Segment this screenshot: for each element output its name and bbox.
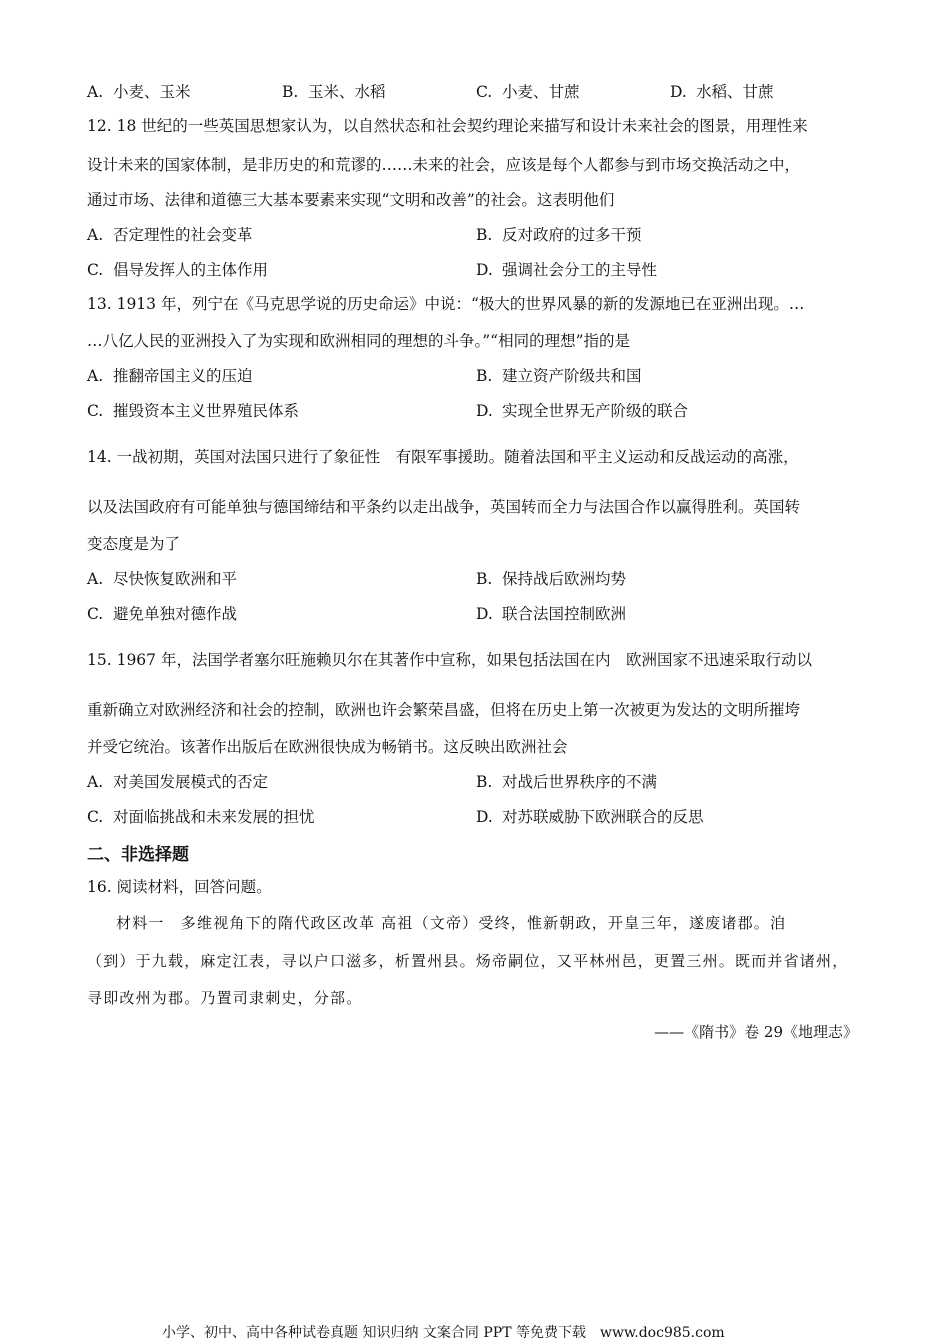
q14-stem-line: 以及法国政府有可能单独与德国缔结和平条约以走出战争，英国转而全力与法国合作以赢得胜利。英国转: [87, 498, 801, 516]
option-letter: A.: [87, 570, 104, 588]
option-letter: B.: [476, 570, 493, 588]
option-letter: A.: [87, 83, 104, 101]
option-text: 实现全世界无产阶级的联合: [502, 402, 689, 420]
option-letter: D.: [476, 605, 493, 623]
option-letter: D.: [476, 402, 493, 420]
q12-stem-line: 通过市场、法律和道德三大基本要素来实现“文明和改善”的社会。这表明他们: [87, 191, 615, 209]
option-text: 对美国发展模式的否定: [113, 773, 269, 791]
q15-stem-line: 并受它统治。该著作出版后在欧洲很快成为畅销书。这反映出欧洲社会: [87, 738, 568, 756]
q12-stem-line: 12. 18 世纪的一些英国思想家认为，以自然状态和社会契约理论来描写和设计未来社会的图景，用理性来: [87, 117, 808, 135]
q16-source-citation: ——《隋书》卷 29《地理志》: [654, 1023, 858, 1041]
q15-option-a: [87, 772, 268, 792]
q12-option-d: [476, 260, 657, 280]
option-text: 小麦、玉米: [113, 83, 191, 101]
option-text: 否定理性的社会变革: [113, 226, 253, 244]
q11-option-d: [670, 82, 774, 102]
option-text: 建立资产阶级共和国: [502, 367, 642, 385]
q14-option-c: [87, 604, 237, 624]
option-letter: C.: [87, 402, 104, 420]
option-text: 倡导发挥人的主体作用: [113, 261, 269, 279]
q11-option-b: [282, 82, 386, 102]
q14-option-a: [87, 569, 237, 589]
option-text: 避免单独对德作战: [113, 605, 238, 623]
q13-option-a: [87, 366, 253, 386]
option-letter: B.: [476, 773, 493, 791]
q13-stem-line: 13. 1913 年，列宁在《马克思学说的历史命运》中说：“极大的世界风暴的新的发源地已在亚洲出现。…: [87, 295, 805, 313]
option-letter: C.: [87, 261, 104, 279]
q15-stem-line: 重新确立对欧洲经济和社会的控制，欧洲也许会繁荣昌盛，但将在历史上第一次被更为发达的文明所摧垮: [87, 701, 801, 719]
q13-option-c: [87, 401, 299, 421]
q16-material-line: （到）于九载，麻定江表，寻以户口滋多，析置州县。炀帝嗣位，又平林州邑，更置三州。既而并省诸州，: [87, 952, 849, 970]
option-text: 对苏联威胁下欧洲联合的反思: [502, 808, 704, 826]
section-heading: 二、非选择题: [87, 845, 189, 865]
option-text: 对战后世界秩序的不满: [502, 773, 658, 791]
q14-stem-line: 14. 一战初期，英国对法国只进行了象征性 有限军事援助。随着法国和平主义运动和反战运动的高涨，: [87, 448, 799, 466]
option-letter: A.: [87, 226, 104, 244]
q16-material-line: 材料一 多维视角下的隋代政区改革 高祖（文帝）受终，惟新朝政，开皇三年，遂废诸郡。洎: [116, 914, 787, 932]
q14-option-d: [476, 604, 626, 624]
option-letter: B.: [476, 367, 493, 385]
q15-option-c: [87, 807, 315, 827]
q13-stem-line: …八亿人民的亚洲投入了为实现和欧洲相同的理想的斗争。”“相同的理想”指的是: [87, 332, 631, 350]
q12-option-b: [476, 225, 642, 245]
option-text: 玉米、水稻: [308, 83, 386, 101]
q13-option-d: [476, 401, 688, 421]
option-text: 水稻、甘蔗: [696, 83, 774, 101]
page-footer: 小学、初中、高中各种试卷真题 知识归纳 文案合同 PPT 等免费下载 www.doc985.com: [162, 1325, 725, 1341]
q16-material-line: 寻即改州为郡。乃置司隶刺史，分部。: [87, 989, 363, 1007]
option-letter: B.: [476, 226, 493, 244]
option-letter: A.: [87, 367, 104, 385]
option-letter: C.: [87, 605, 104, 623]
option-text: 尽快恢复欧洲和平: [113, 570, 238, 588]
option-letter: D.: [670, 83, 687, 101]
q11-option-a: [87, 82, 191, 102]
q12-stem-line: 设计未来的国家体制，是非历史的和荒谬的……未来的社会，应该是每个人都参与到市场交换活动之中，: [87, 156, 801, 174]
q12-option-c: [87, 260, 268, 280]
option-text: 强调社会分工的主导性: [502, 261, 658, 279]
option-text: 对面临挑战和未来发展的担忧: [113, 808, 315, 826]
option-letter: C.: [87, 808, 104, 826]
option-text: 反对政府的过多干预: [502, 226, 642, 244]
q15-stem-line: 15. 1967 年，法国学者塞尔旺施赖贝尔在其著作中宣称，如果包括法国在内 欧洲国家不迅速采取行动以: [87, 651, 812, 669]
option-letter: D.: [476, 808, 493, 826]
q11-option-c: [476, 82, 580, 102]
option-letter: D.: [476, 261, 493, 279]
option-letter: B.: [282, 83, 299, 101]
option-text: 小麦、甘蔗: [502, 83, 580, 101]
option-text: 保持战后欧洲均势: [502, 570, 627, 588]
q15-option-b: [476, 772, 657, 792]
option-text: 推翻帝国主义的压迫: [113, 367, 253, 385]
option-letter: A.: [87, 773, 104, 791]
option-letter: C.: [476, 83, 493, 101]
q14-stem-line: 变态度是为了: [87, 535, 181, 553]
q15-option-d: [476, 807, 704, 827]
option-text: 摧毁资本主义世界殖民体系: [113, 402, 300, 420]
q16-intro: 16. 阅读材料，回答问题。: [87, 878, 272, 896]
q14-option-b: [476, 569, 626, 589]
q13-option-b: [476, 366, 642, 386]
q12-option-a: [87, 225, 253, 245]
option-text: 联合法国控制欧洲: [502, 605, 627, 623]
